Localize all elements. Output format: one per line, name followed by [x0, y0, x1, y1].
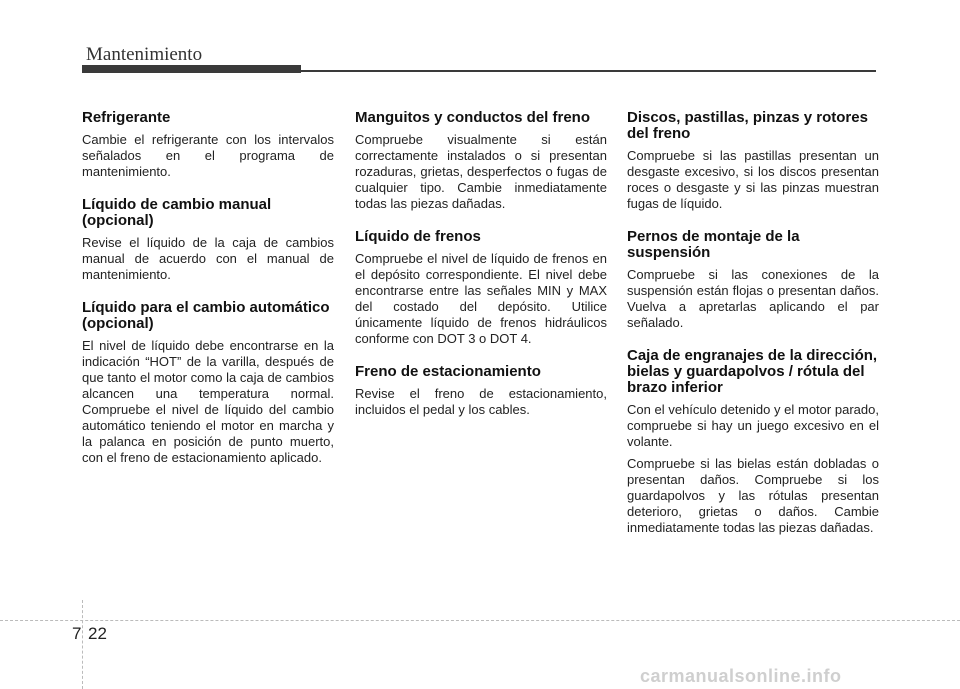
section-heading: Líquido de cambio manual (opcional) — [82, 196, 272, 229]
section-heading: Líquido para el cambio automático (opcional) — [82, 299, 330, 332]
section-pernos-suspension — [627, 229, 879, 331]
section-refrigerante — [82, 110, 334, 180]
section-heading: Manguitos y conductos del freno — [355, 109, 591, 126]
column-1 — [82, 110, 334, 483]
column-2 — [355, 110, 607, 435]
section-paragraph: Revise el freno de estacionamiento, incluidos el pedal y los cables. — [355, 386, 607, 417]
header-title: Mantenimiento — [86, 44, 203, 65]
section-paragraph: Con el vehículo detenido y el motor parado, compruebe si hay un juego excesivo en el volante. — [627, 402, 879, 449]
section-paragraph: Compruebe si las bielas están dobladas o presentan daños. Compruebe si los guardapolvos y las rótulas presentan deterioro, grietas o daños. Cambie inmediatamente todas las piezas dañadas. — [627, 456, 879, 535]
section-liquido-cambio-automatico — [82, 300, 334, 466]
header-rule-thick — [82, 65, 301, 73]
section-paragraph: Compruebe si las conexiones de la suspensión están flojas o presentan daños. Vuelva a apretarlas aplicando el par señalado. — [627, 267, 879, 330]
section-paragraph: Cambie el refrigerante con los intervalos señalados en el programa de mantenimiento. — [82, 132, 334, 179]
section-paragraph: Compruebe si las pastillas presentan un desgaste excesivo, si los discos presentan roces o desgaste y si las pinzas muestran fugas de líquido. — [627, 148, 879, 211]
section-liquido-cambio-manual — [82, 197, 334, 283]
header-rule-thin — [301, 70, 876, 72]
chapter-number: 7 — [72, 624, 82, 643]
section-paragraph: Compruebe el nivel de líquido de frenos en el depósito correspondiente. El nivel debe encontrarse entre las señales MIN y MAX del costado del depósito. Utilice únicamente líquido de frenos hidráulicos conforme con DOT 3 o DOT 4. — [355, 251, 607, 346]
section-liquido-frenos — [355, 229, 607, 347]
section-paragraph: El nivel de líquido debe encontrarse en la indicación “HOT” de la varilla, después de que tanto el motor como la caja de cambios alcancen una temperatura normal. Compruebe el nivel de líquido del cambio automático teniendo el motor en marcha y la palanca en posición de punto muerto, con el freno de estacionamiento aplicado. — [82, 338, 334, 465]
section-manguitos-freno — [355, 110, 607, 212]
section-heading: Refrigerante — [82, 109, 171, 126]
section-paragraph: Compruebe visualmente si están correctamente instalados o si presentan rozaduras, grietas, desperfectos o fugas de cualquier tipo. Cambie inmediatamente todas las piezas dañadas. — [355, 132, 607, 211]
column-3 — [627, 110, 879, 553]
section-heading: Pernos de montaje de la suspensión — [627, 228, 800, 261]
section-heading: Líquido de frenos — [355, 228, 481, 245]
section-heading: Freno de estacionamiento — [355, 363, 541, 380]
section-paragraph: Revise el líquido de la caja de cambios manual de acuerdo con el manual de mantenimiento. — [82, 235, 334, 282]
section-heading: Caja de engranajes de la dirección, bielas y guardapolvos / rótula del brazo inferior — [627, 347, 878, 396]
watermark: carmanualsonline.info — [640, 666, 842, 686]
section-discos-pastillas — [627, 110, 879, 212]
footer-divider — [82, 600, 83, 689]
page-number: 22 — [88, 624, 107, 643]
section-caja-direccion — [627, 348, 879, 536]
section-heading: Discos, pastillas, pinzas y rotores del freno — [627, 109, 868, 142]
footer-rule — [0, 620, 960, 621]
section-freno-estacionamiento — [355, 364, 607, 418]
